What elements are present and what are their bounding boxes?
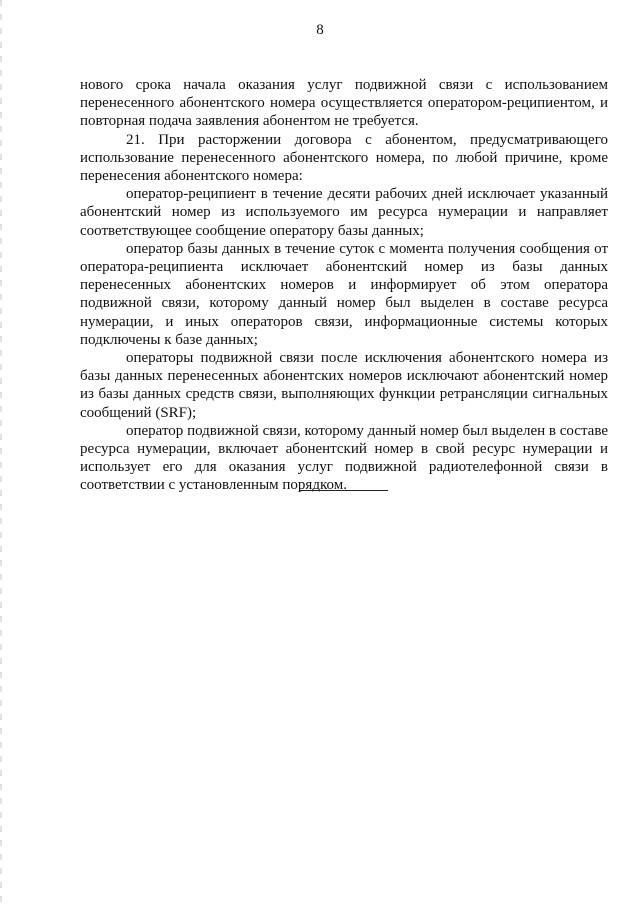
paragraph-item-21: 21. При расторжении договора с абонентом, предусматривающего использование перенесенного абонентского номера, по любой причине, кроме перенесения абонентского номера:: [80, 131, 608, 185]
paragraph-continuation: нового срока начала оказания услуг подвижной связи с использованием перенесенного абонентского номера осуществляется оператором-реципиентом, и повторная подача заявления абонентом не требуется.: [80, 77, 608, 130]
end-of-document-rule: [300, 490, 388, 491]
document-body: [80, 76, 608, 495]
paragraph-mobile-operators: операторы подвижной связи после исключения абонентского номера из базы данных перенесенных абонентских номеров исключают абонентский номер из базы данных средств связи, выполняющих функции ретрансляции сигнальных сообщений (SRF);: [80, 350, 608, 421]
page-number: 8: [316, 22, 324, 38]
scan-edge-artifact: [0, 0, 2, 905]
paragraph-database-operator: оператор базы данных в течение суток с момента получения сообщения от оператора-реципиента исключает абонентский номер из базы данных перенесенных абонентских номеров и информирует об этом оператора подвижной связи, которому данный номер был выделен в составе ресурса нумерации, и иных операторов связи, информационные системы которых подключены к базе данных;: [80, 240, 608, 348]
paragraph-recipient-operator: оператор-реципиент в течение десяти рабочих дней исключает указанный абонентский номер из используемого им ресурса нумерации и направляет соответствующее сообщение оператору базы данных;: [80, 186, 608, 239]
paragraph-original-operator: оператор подвижной связи, которому данный номер был выделен в составе ресурса нумерации, включает абонентский номер в свой ресурс нумерации и использует его для оказания услуг подвижной радиотелефонной связи в соответствии с установленным порядком.: [80, 422, 608, 494]
